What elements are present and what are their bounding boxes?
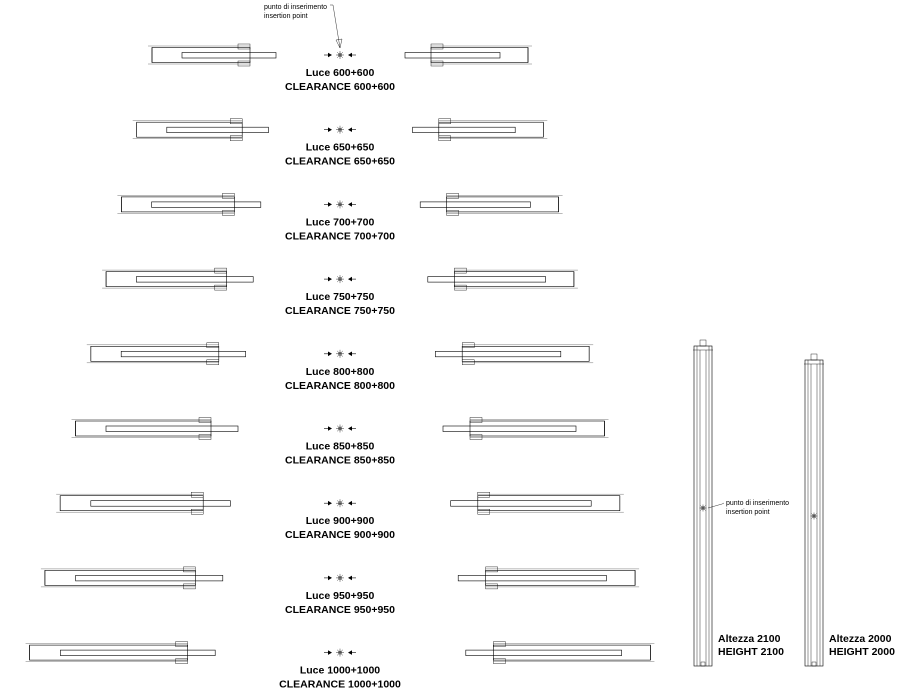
left-door-unit [102, 268, 253, 290]
insertion-symbol [324, 425, 356, 433]
side-insertion-callout [708, 500, 789, 516]
left-door-unit [133, 119, 269, 141]
right-door-unit [420, 193, 562, 215]
luce-label: Luce 650+650 [305, 141, 375, 154]
insertion-symbol [324, 51, 356, 59]
plan-rows [26, 44, 655, 690]
clearance-label: CLEARANCE 750+750 [284, 305, 396, 318]
right-door-unit [451, 492, 624, 514]
luce-label: Luce 950+950 [305, 589, 375, 602]
row-3 [117, 193, 562, 242]
insertion-symbol [324, 499, 356, 507]
insertion-symbol [324, 574, 356, 582]
right-door-unit [413, 119, 548, 141]
callout-top-line1: punto di inserimento [264, 4, 328, 11]
insertion-symbol [324, 126, 356, 134]
elevation-1-altezza: Altezza 2100 [718, 633, 781, 645]
callout-top-line2: insertion point [264, 13, 308, 20]
elevation-1-height: HEIGHT 2100 [718, 646, 784, 658]
elevation-2000 [804, 354, 824, 666]
clearance-label: CLEARANCE 950+950 [284, 603, 396, 616]
clearance-label: CLEARANCE 1000+1000 [279, 678, 401, 690]
right-door-unit [458, 567, 639, 589]
elevation-2-height: HEIGHT 2000 [829, 646, 895, 658]
callout-side-leader [708, 503, 724, 508]
clearance-label: CLEARANCE 600+600 [284, 81, 396, 93]
row-2 [133, 119, 548, 168]
clearance-label: CLEARANCE 850+850 [284, 454, 396, 467]
luce-label: Luce 1000+1000 [299, 664, 381, 677]
row-7 [56, 492, 624, 541]
luce-label: Luce 900+900 [305, 515, 375, 528]
left-door-unit [148, 44, 276, 66]
row-5 [87, 343, 593, 392]
left-door-unit [56, 492, 230, 514]
row-4 [102, 268, 578, 317]
right-door-unit [443, 418, 609, 440]
insertion-symbol [324, 275, 356, 283]
clearance-label: CLEARANCE 900+900 [284, 529, 396, 542]
luce-label: Luce 800+800 [305, 365, 375, 378]
insertion-symbol [324, 350, 356, 358]
left-door-unit [117, 193, 260, 215]
luce-label: Luce 750+750 [305, 291, 375, 304]
insertion-symbol [324, 649, 356, 657]
row-9 [26, 642, 655, 690]
elevation-2100 [693, 340, 713, 666]
right-door-unit [466, 642, 655, 664]
clearance-label: CLEARANCE 650+650 [284, 155, 396, 168]
callout-side-line1: punto di inserimento [726, 500, 790, 507]
elevation-2-altezza: Altezza 2000 [829, 633, 892, 645]
row-6 [72, 418, 609, 467]
clearance-label: CLEARANCE 700+700 [284, 230, 396, 243]
row-1 [148, 44, 532, 93]
top-insertion-callout [264, 4, 342, 48]
left-door-unit [41, 567, 223, 589]
left-door-unit [26, 642, 216, 664]
callout-top-leader [330, 5, 340, 48]
right-door-unit [435, 343, 593, 365]
callout-top-arrowhead [336, 39, 342, 48]
right-door-unit [405, 44, 532, 66]
luce-label: Luce 700+700 [305, 216, 375, 229]
luce-label: Luce 600+600 [305, 67, 375, 79]
callout-side-line2: insertion point [726, 509, 770, 516]
left-door-unit [72, 418, 239, 440]
clearance-label: CLEARANCE 800+800 [284, 379, 396, 392]
right-door-unit [428, 268, 578, 290]
luce-label: Luce 850+850 [305, 440, 375, 453]
row-8 [41, 567, 639, 616]
insertion-symbol [324, 200, 356, 208]
left-door-unit [87, 343, 246, 365]
